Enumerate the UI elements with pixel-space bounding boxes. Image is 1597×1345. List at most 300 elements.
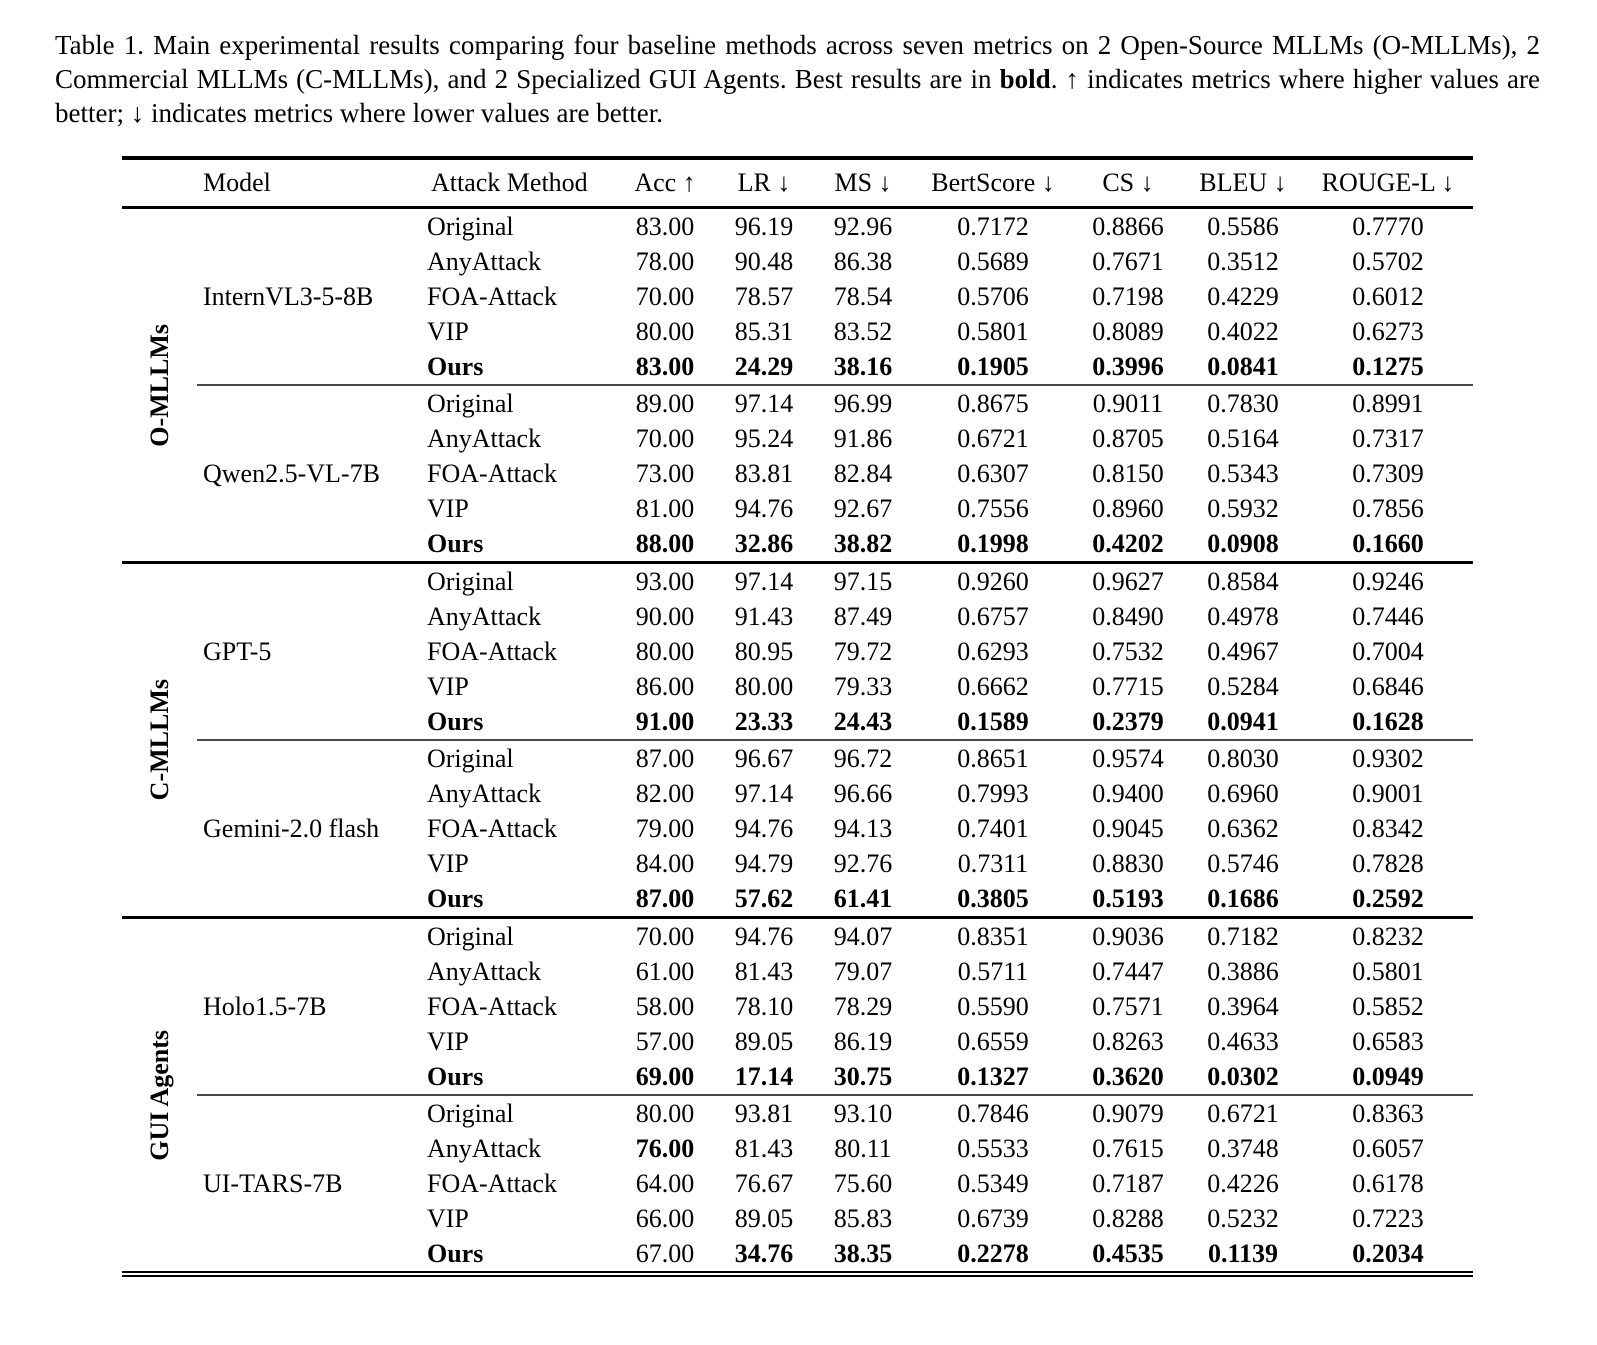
model-group: [122, 561, 1473, 916]
metric-value-cell: 0.5702: [1352, 246, 1424, 276]
metric-value-cell: 0.9260: [957, 566, 1029, 596]
metric-value-cell: 0.7223: [1352, 1203, 1424, 1233]
metric-value-cell: 0.6057: [1352, 1133, 1424, 1163]
table-row: [425, 244, 1473, 279]
attack-method-cell: AnyAttack: [427, 423, 542, 453]
metric-value-cell: 0.9011: [1092, 388, 1164, 418]
metric-value-cell: 61.00: [635, 956, 695, 986]
metric-value-cell: 78.00: [635, 246, 695, 276]
metric-value-cell: 0.7309: [1352, 458, 1424, 488]
metric-value-cell: 76.67: [734, 1168, 794, 1198]
metric-value-cell: 0.5193: [1092, 883, 1164, 913]
metric-value-cell: 0.5746: [1207, 848, 1279, 878]
metric-value-cell: 0.7556: [957, 493, 1029, 523]
metric-value-cell: 0.3886: [1207, 956, 1279, 986]
metric-value-cell: 79.72: [833, 636, 893, 666]
metric-value-cell: 38.16: [833, 351, 893, 381]
table-row: [425, 279, 1473, 314]
metric-value-cell: 89.00: [635, 388, 695, 418]
metric-value-cell: 0.7846: [957, 1098, 1029, 1128]
metric-value-cell: 0.7856: [1352, 493, 1424, 523]
metric-value-cell: 0.9246: [1352, 566, 1424, 596]
metric-value-cell: 0.1905: [957, 351, 1029, 381]
table-row: [425, 209, 1473, 244]
attack-method-cell: FOA-Attack: [427, 636, 557, 666]
model-name: GPT-5: [203, 636, 272, 666]
metric-value-cell: 94.79: [734, 848, 794, 878]
metric-value-cell: 17.14: [734, 1061, 794, 1091]
model-name: Qwen2.5-VL-7B: [203, 458, 380, 488]
metric-value-cell: 90.48: [734, 246, 794, 276]
metric-value-cell: 0.0949: [1352, 1061, 1424, 1091]
attack-method-cell: VIP: [427, 493, 469, 523]
group-body: [197, 564, 1473, 916]
metric-value-cell: 69.00: [635, 1061, 695, 1091]
model-rows: [425, 564, 1473, 739]
metric-value-cell: 0.7571: [1092, 991, 1164, 1021]
metric-value-cell: 96.66: [833, 778, 893, 808]
metric-value-cell: 91.43: [734, 601, 794, 631]
metric-value-cell: 0.6178: [1352, 1168, 1424, 1198]
model-block: [197, 919, 1473, 1094]
metric-value-cell: 0.2592: [1352, 883, 1424, 913]
table-row: [425, 456, 1473, 491]
metric-value-cell: 94.07: [833, 921, 893, 951]
model-rows: [425, 741, 1473, 916]
metric-value-cell: 0.4229: [1207, 281, 1279, 311]
metric-value-cell: 79.33: [833, 671, 893, 701]
metric-value-cell: 0.7532: [1092, 636, 1164, 666]
table-row: [425, 811, 1473, 846]
metric-value-cell: 93.10: [833, 1098, 893, 1128]
metric-value-cell: 82.00: [635, 778, 695, 808]
metric-value-cell: 57.00: [635, 1026, 695, 1056]
metric-value-cell: 0.8960: [1092, 493, 1164, 523]
metric-value-cell: 80.00: [635, 636, 695, 666]
table-row: [425, 669, 1473, 704]
column-header: BertScore ↓: [931, 168, 1055, 197]
metric-value-cell: 83.00: [635, 351, 695, 381]
metric-value-cell: 0.3620: [1092, 1061, 1164, 1091]
table-row: [425, 526, 1473, 561]
metric-value-cell: 95.24: [734, 423, 794, 453]
metric-value-cell: 0.7446: [1352, 601, 1424, 631]
model-block: [197, 209, 1473, 384]
metric-value-cell: 0.5932: [1207, 493, 1279, 523]
metric-value-cell: 32.86: [734, 528, 794, 558]
metric-value-cell: 75.60: [833, 1168, 893, 1198]
metric-value-cell: 0.6960: [1207, 778, 1279, 808]
model-block: [197, 1094, 1473, 1271]
metric-value-cell: 94.13: [833, 813, 893, 843]
metric-value-cell: 0.8705: [1092, 423, 1164, 453]
column-header: Acc ↑: [634, 168, 696, 197]
model-name: Holo1.5-7B: [203, 991, 327, 1021]
column-header: LR ↓: [737, 168, 791, 197]
caption-text-after: . ↑ indicates metrics where higher values are better; ↓ indicates metrics where lower values are better.: [55, 64, 1541, 128]
metric-value-cell: 0.3996: [1092, 351, 1164, 381]
metric-value-cell: 73.00: [635, 458, 695, 488]
metric-value-cell: 0.0941: [1207, 706, 1279, 736]
attack-method-cell: Original: [427, 1098, 514, 1128]
metric-value-cell: 0.1628: [1352, 706, 1424, 736]
attack-method-cell: FOA-Attack: [427, 991, 557, 1021]
metric-value-cell: 0.4633: [1207, 1026, 1279, 1056]
metric-value-cell: 79.00: [635, 813, 695, 843]
metric-value-cell: 0.7182: [1207, 921, 1279, 951]
metric-value-cell: 0.8584: [1207, 566, 1279, 596]
model-block: [197, 384, 1473, 561]
metric-value-cell: 0.6662: [957, 671, 1029, 701]
attack-method-cell: Original: [427, 211, 514, 241]
metric-value-cell: 81.43: [734, 1133, 794, 1163]
model-block: [197, 564, 1473, 739]
metric-value-cell: 79.07: [833, 956, 893, 986]
model-group: [122, 209, 1473, 561]
metric-value-cell: 0.6721: [957, 423, 1029, 453]
attack-method-cell: Ours: [427, 706, 484, 736]
table-row: [425, 1024, 1473, 1059]
metric-value-cell: 0.0908: [1207, 528, 1279, 558]
metric-value-cell: 0.3748: [1207, 1133, 1279, 1163]
metric-value-cell: 0.7172: [957, 211, 1029, 241]
metric-value-cell: 0.5349: [957, 1168, 1029, 1198]
metric-value-cell: 0.5586: [1207, 211, 1279, 241]
metric-value-cell: 0.5801: [957, 316, 1029, 346]
attack-method-cell: AnyAttack: [427, 778, 542, 808]
group-label: C-MLLMs: [144, 679, 174, 801]
metric-value-cell: 89.05: [734, 1203, 794, 1233]
metric-value-cell: 0.8089: [1092, 316, 1164, 346]
column-header: MS ↓: [834, 168, 892, 197]
metric-value-cell: 0.5533: [957, 1133, 1029, 1163]
metric-value-cell: 0.6307: [957, 458, 1029, 488]
metric-value-cell: 0.7993: [957, 778, 1029, 808]
metric-value-cell: 0.0841: [1207, 351, 1279, 381]
group-label-cell: [122, 919, 197, 1271]
metric-value-cell: 66.00: [635, 1203, 695, 1233]
attack-method-cell: AnyAttack: [427, 601, 542, 631]
metric-value-cell: 86.38: [833, 246, 893, 276]
model-name: InternVL3-5-8B: [203, 281, 374, 311]
metric-value-cell: 61.41: [833, 883, 893, 913]
table-row: [425, 1131, 1473, 1166]
metric-value-cell: 0.1686: [1207, 883, 1279, 913]
metric-value-cell: 0.7447: [1092, 956, 1164, 986]
table-row: [425, 314, 1473, 349]
metric-value-cell: 80.11: [834, 1133, 892, 1163]
metric-value-cell: 86.00: [635, 671, 695, 701]
metric-value-cell: 0.7828: [1352, 848, 1424, 878]
table-row: [425, 1096, 1473, 1131]
metric-value-cell: 0.8490: [1092, 601, 1164, 631]
metric-value-cell: 87.00: [635, 883, 695, 913]
metric-value-cell: 0.3512: [1207, 246, 1279, 276]
metric-value-cell: 64.00: [635, 1168, 695, 1198]
metric-value-cell: 0.7317: [1352, 423, 1424, 453]
metric-value-cell: 0.8232: [1352, 921, 1424, 951]
metric-value-cell: 78.29: [833, 991, 893, 1021]
metric-value-cell: 80.00: [734, 671, 794, 701]
model-rows: [425, 209, 1473, 384]
metric-value-cell: 0.6559: [957, 1026, 1029, 1056]
metric-value-cell: 96.72: [833, 743, 893, 773]
metric-value-cell: 0.4226: [1207, 1168, 1279, 1198]
column-header: CS ↓: [1102, 168, 1154, 197]
attack-method-cell: Original: [427, 743, 514, 773]
metric-value-cell: 83.81: [734, 458, 794, 488]
metric-value-cell: 86.19: [833, 1026, 893, 1056]
metric-value-cell: 0.6721: [1207, 1098, 1279, 1128]
metric-value-cell: 91.86: [833, 423, 893, 453]
metric-value-cell: 0.8263: [1092, 1026, 1164, 1056]
metric-value-cell: 0.9627: [1092, 566, 1164, 596]
attack-method-cell: FOA-Attack: [427, 1168, 557, 1198]
metric-value-cell: 93.00: [635, 566, 695, 596]
model-name: Gemini-2.0 flash: [203, 813, 380, 843]
metric-value-cell: 87.00: [635, 743, 695, 773]
table-row: [425, 1059, 1473, 1094]
metric-value-cell: 0.9036: [1092, 921, 1164, 951]
metric-value-cell: 0.8150: [1092, 458, 1164, 488]
metric-value-cell: 0.7401: [957, 813, 1029, 843]
table-caption: [55, 28, 1540, 130]
attack-method-cell: VIP: [427, 671, 469, 701]
table-row: [425, 954, 1473, 989]
metric-value-cell: 78.10: [734, 991, 794, 1021]
metric-value-cell: 0.8351: [957, 921, 1029, 951]
metric-value-cell: 70.00: [635, 921, 695, 951]
metric-value-cell: 0.1589: [957, 706, 1029, 736]
metric-value-cell: 89.05: [734, 1026, 794, 1056]
metric-value-cell: 0.2379: [1092, 706, 1164, 736]
metric-value-cell: 24.43: [833, 706, 893, 736]
metric-value-cell: 0.4535: [1092, 1238, 1164, 1268]
metric-value-cell: 96.99: [833, 388, 893, 418]
metric-value-cell: 0.8651: [957, 743, 1029, 773]
attack-method-cell: VIP: [427, 1203, 469, 1233]
table-row: [425, 1201, 1473, 1236]
metric-value-cell: 0.6846: [1352, 671, 1424, 701]
model-name: UI-TARS-7B: [203, 1168, 343, 1198]
table-row: [425, 704, 1473, 739]
metric-value-cell: 0.7770: [1352, 211, 1424, 241]
column-header: Attack Method: [431, 168, 588, 197]
metric-value-cell: 0.6293: [957, 636, 1029, 666]
metric-value-cell: 0.0302: [1207, 1061, 1279, 1091]
metric-value-cell: 0.9001: [1352, 778, 1424, 808]
metric-value-cell: 0.9302: [1352, 743, 1424, 773]
attack-method-cell: AnyAttack: [427, 1133, 542, 1163]
table-row: [425, 881, 1473, 916]
metric-value-cell: 96.19: [734, 211, 794, 241]
attack-method-cell: VIP: [427, 316, 469, 346]
attack-method-cell: Original: [427, 921, 514, 951]
metric-value-cell: 0.7615: [1092, 1133, 1164, 1163]
metric-value-cell: 23.33: [734, 706, 794, 736]
metric-value-cell: 94.76: [734, 813, 794, 843]
table-header-row: [122, 160, 1473, 209]
metric-value-cell: 97.14: [734, 778, 794, 808]
metric-value-cell: 70.00: [635, 281, 695, 311]
metric-value-cell: 0.3964: [1207, 991, 1279, 1021]
metric-value-cell: 38.82: [833, 528, 893, 558]
metric-value-cell: 97.15: [833, 566, 893, 596]
metric-value-cell: 0.5706: [957, 281, 1029, 311]
metric-value-cell: 0.9400: [1092, 778, 1164, 808]
model-rows: [425, 919, 1473, 1094]
attack-method-cell: Original: [427, 566, 514, 596]
model-group: [122, 916, 1473, 1271]
table-row: [425, 564, 1473, 599]
metric-value-cell: 0.2034: [1352, 1238, 1424, 1268]
metric-value-cell: 0.5801: [1352, 956, 1424, 986]
table-row: [425, 1236, 1473, 1271]
metric-value-cell: 94.76: [734, 921, 794, 951]
metric-value-cell: 0.5689: [957, 246, 1029, 276]
metric-value-cell: 0.5284: [1207, 671, 1279, 701]
metric-value-cell: 97.14: [734, 388, 794, 418]
metric-value-cell: 30.75: [833, 1061, 893, 1091]
metric-value-cell: 0.7311: [957, 848, 1029, 878]
metric-value-cell: 0.4022: [1207, 316, 1279, 346]
attack-method-cell: Ours: [427, 351, 484, 381]
metric-value-cell: 0.8342: [1352, 813, 1424, 843]
metric-value-cell: 92.76: [833, 848, 893, 878]
metric-value-cell: 0.4202: [1092, 528, 1164, 558]
metric-value-cell: 0.8991: [1352, 388, 1424, 418]
attack-method-cell: FOA-Attack: [427, 281, 557, 311]
metric-value-cell: 0.5590: [957, 991, 1029, 1021]
metric-value-cell: 34.76: [734, 1238, 794, 1268]
metric-value-cell: 92.67: [833, 493, 893, 523]
table-row: [425, 386, 1473, 421]
attack-method-cell: AnyAttack: [427, 956, 542, 986]
metric-value-cell: 0.8675: [957, 388, 1029, 418]
metric-value-cell: 0.6757: [957, 601, 1029, 631]
metric-value-cell: 24.29: [734, 351, 794, 381]
attack-method-cell: VIP: [427, 848, 469, 878]
attack-method-cell: FOA-Attack: [427, 813, 557, 843]
metric-value-cell: 0.1660: [1352, 528, 1424, 558]
metric-value-cell: 0.7004: [1352, 636, 1424, 666]
metric-value-cell: 0.3805: [957, 883, 1029, 913]
metric-value-cell: 97.14: [734, 566, 794, 596]
table-row: [425, 349, 1473, 384]
metric-value-cell: 78.54: [833, 281, 893, 311]
attack-method-cell: Ours: [427, 883, 484, 913]
table-row: [425, 776, 1473, 811]
column-header: BLEU ↓: [1199, 168, 1287, 197]
column-header: Model: [203, 168, 271, 197]
table-row: [425, 421, 1473, 456]
group-label-cell: [122, 564, 197, 916]
metric-value-cell: 0.5852: [1352, 991, 1424, 1021]
metric-value-cell: 83.00: [635, 211, 695, 241]
metric-value-cell: 70.00: [635, 423, 695, 453]
table-row: [425, 741, 1473, 776]
table-row: [425, 634, 1473, 669]
metric-value-cell: 0.7198: [1092, 281, 1164, 311]
model-block: [197, 739, 1473, 916]
metric-value-cell: 0.7830: [1207, 388, 1279, 418]
metric-value-cell: 0.1327: [957, 1061, 1029, 1091]
metric-value-cell: 81.43: [734, 956, 794, 986]
table-row: [425, 491, 1473, 526]
metric-value-cell: 0.6012: [1352, 281, 1424, 311]
table-row: [425, 846, 1473, 881]
metric-value-cell: 0.5232: [1207, 1203, 1279, 1233]
metric-value-cell: 92.96: [833, 211, 893, 241]
metric-value-cell: 0.5343: [1207, 458, 1279, 488]
metric-value-cell: 0.6583: [1352, 1026, 1424, 1056]
metric-value-cell: 87.49: [833, 601, 893, 631]
attack-method-cell: AnyAttack: [427, 246, 542, 276]
metric-value-cell: 0.4978: [1207, 601, 1279, 631]
group-label-cell: [122, 209, 197, 561]
metric-value-cell: 0.9574: [1092, 743, 1164, 773]
caption-text-before: Table 1. Main experimental results comparing four baseline methods across seven metrics on 2 Open-Source MLLMs (O-MLLMs), 2 Commercial MLLMs (C-MLLMs), and 2 Specialized GUI Agents. Best results are in: [55, 30, 1540, 94]
caption-bold-word: bold: [999, 64, 1051, 94]
metric-value-cell: 90.00: [635, 601, 695, 631]
metric-value-cell: 0.1275: [1352, 351, 1424, 381]
results-table: [122, 156, 1473, 1277]
table-row: [425, 599, 1473, 634]
metric-value-cell: 82.84: [833, 458, 893, 488]
metric-value-cell: 85.31: [734, 316, 794, 346]
metric-value-cell: 0.7671: [1092, 246, 1164, 276]
table-row: [425, 1166, 1473, 1201]
metric-value-cell: 80.00: [635, 1098, 695, 1128]
attack-method-cell: Ours: [427, 1061, 484, 1091]
model-rows: [425, 1096, 1473, 1271]
metric-value-cell: 91.00: [635, 706, 695, 736]
metric-value-cell: 0.4967: [1207, 636, 1279, 666]
column-header: ROUGE-L ↓: [1321, 168, 1455, 197]
metric-value-cell: 85.83: [833, 1203, 893, 1233]
metric-value-cell: 84.00: [635, 848, 695, 878]
attack-method-cell: FOA-Attack: [427, 458, 557, 488]
metric-value-cell: 0.1998: [957, 528, 1029, 558]
metric-value-cell: 80.95: [734, 636, 794, 666]
metric-value-cell: 83.52: [833, 316, 893, 346]
metric-value-cell: 0.6739: [957, 1203, 1029, 1233]
metric-value-cell: 0.9079: [1092, 1098, 1164, 1128]
group-label: GUI Agents: [144, 1029, 174, 1161]
metric-value-cell: 76.00: [635, 1133, 695, 1163]
metric-value-cell: 93.81: [734, 1098, 794, 1128]
metric-value-cell: 0.8830: [1092, 848, 1164, 878]
model-rows: [425, 386, 1473, 561]
metric-value-cell: 94.76: [734, 493, 794, 523]
attack-method-cell: Original: [427, 388, 514, 418]
metric-value-cell: 0.7187: [1092, 1168, 1164, 1198]
metric-value-cell: 96.67: [734, 743, 794, 773]
group-label: O-MLLMs: [144, 323, 174, 447]
metric-value-cell: 0.6362: [1207, 813, 1279, 843]
metric-value-cell: 0.8288: [1092, 1203, 1164, 1233]
metric-value-cell: 58.00: [635, 991, 695, 1021]
metric-value-cell: 0.5164: [1207, 423, 1279, 453]
metric-value-cell: 0.7715: [1092, 671, 1164, 701]
metric-value-cell: 57.62: [734, 883, 794, 913]
table-row: [425, 919, 1473, 954]
metric-value-cell: 0.8030: [1207, 743, 1279, 773]
metric-value-cell: 0.8866: [1092, 211, 1164, 241]
metric-value-cell: 0.8363: [1352, 1098, 1424, 1128]
metric-value-cell: 0.2278: [957, 1238, 1029, 1268]
table-row: [425, 989, 1473, 1024]
